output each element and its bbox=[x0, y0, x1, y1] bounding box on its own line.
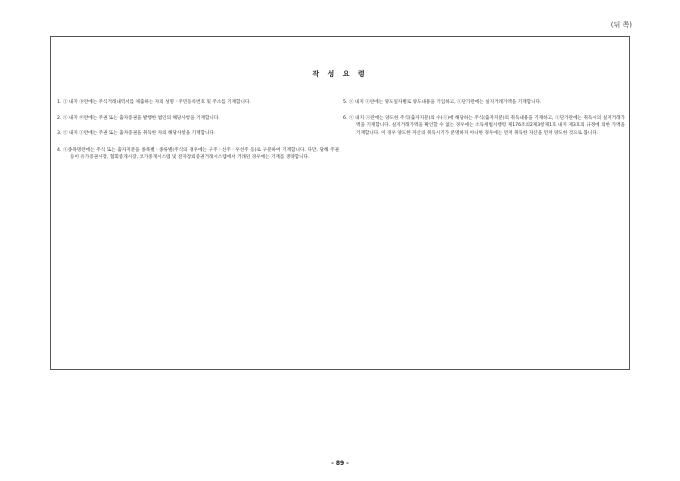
instruction-item-2: 2. ⓢ 내지 ⓦ란에는 주권 또는 출자증권을 발행한 법인의 해당사항을 기재합니다. bbox=[57, 116, 220, 122]
instruction-item-4: 4. ⓢ종목명란에는 주식 또는 출자지분을 종목별ㆍ종류별(주식의 경우에는 구주ㆍ신주ㆍ우선주 등)로 구분하여 기재합니다. 다만, 당해 주권등이 유가증권시장, 협회중개시장, 코가중개시스템 및 전자장외증권거래시스템에서 거래된 경우에는 기재를 생략합니다. bbox=[57, 147, 339, 160]
page-side-mark: (뒤 쪽) bbox=[610, 21, 632, 29]
instructions-left-column bbox=[57, 99, 339, 161]
instruction-item-1: 1. ⓛ 내지 ⓟ란에는 주식거래내역서를 제출하는 자의 성명ㆍ주민등록번호 및 주소를 기재합니다. bbox=[57, 100, 251, 105]
instruction-item-5: 5. ⓢ 내지 ⓢ란에는 양도일자별로 양도내용을 기입하고, ⓢ단가란에는 실지거래가액을 기재합니다. bbox=[343, 100, 542, 105]
instructions-title: 작 성 요 령 bbox=[312, 70, 368, 78]
instructions-frame bbox=[50, 36, 630, 370]
instruction-item-6: 6. ⓢ 내지 ⓢ란에는 양도한 주식(출자지분)의 수(ⓢ)에 해당하는 주식(출자지분)의 취득내용을 기재하고, ⓢ단가란에는 취득시의 실지거래가액을 기재합니다. 실지거래가액을 확인할 수 없는 경우에는 소득세법시행령 제176조의2제3항제1호 내지 제3호의 규정에 의한 가액을 기재합니다. 이 경우 양도한 자산의 취득시기가 분명하지 아니한 경우에는 먼저 취득한 자산을 먼저 양도한 것으로 봅니다. bbox=[343, 116, 625, 136]
page-number: - 89 - bbox=[331, 460, 349, 467]
instruction-item-3: 3. ⓩ 내지 ⓩ란에는 주권 또는 출자증권을 취득한 자의 해당사항을 기재합니다. bbox=[57, 131, 216, 137]
instructions-right-column bbox=[343, 99, 625, 137]
